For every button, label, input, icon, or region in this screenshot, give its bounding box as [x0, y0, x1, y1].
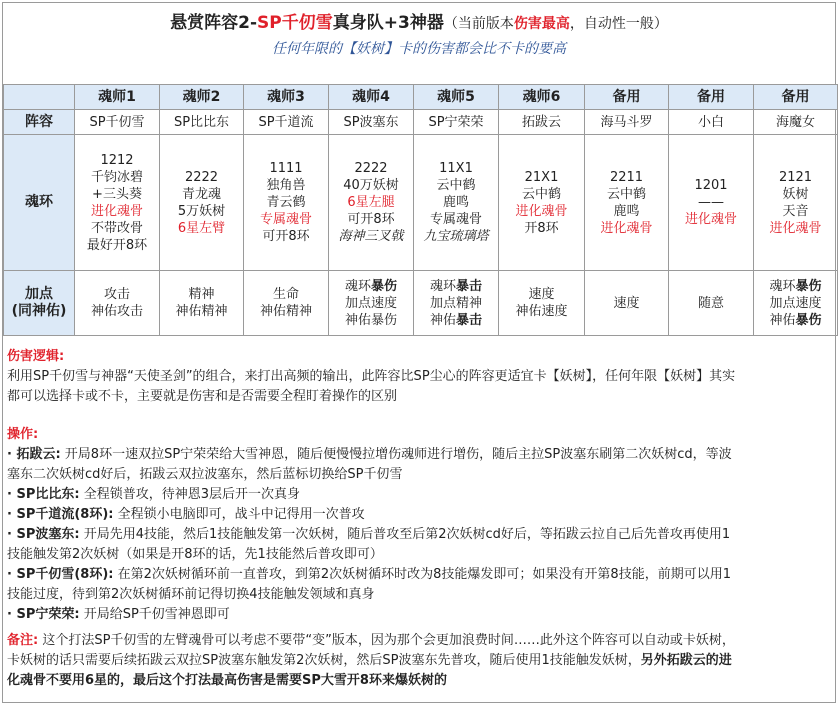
- lineup-cell: SP波塞东: [329, 110, 414, 135]
- column-header: 备用: [585, 85, 669, 110]
- remark-line: 备注: 这个打法SP千仞雪的左臂魂骨可以考虑不要带“变”版本，因为那个会更加浪费时间……此外这个阵容可以自动或卡妖树，: [7, 633, 735, 648]
- points-cell: 随意: [669, 271, 754, 336]
- lineup-cell: 海马斗罗: [585, 110, 669, 135]
- title-note: （当前版本伤害最高，自动性一般）: [443, 16, 668, 32]
- table-row-points: [4, 271, 838, 336]
- lineup-table: [3, 84, 838, 336]
- op-item-qianrenxue-cont: 技能过度，待到第2次妖树循环前记得切换4技能触发领域和真身: [7, 587, 375, 602]
- column-header: 魂师6: [499, 85, 585, 110]
- op-item-bibidong: · SP比比东: 全程锁普攻，待神恩3层后开一次真身: [7, 487, 300, 502]
- table-row-rings: [4, 135, 838, 271]
- rings-cell: 2222 40万妖树 6星左腿 可开8环 海神三叉戟: [329, 135, 414, 271]
- points-cell: 魂环暴伤 加点速度 神佑暴伤: [754, 271, 838, 336]
- corner-cell: [4, 85, 75, 110]
- lineup-cell: 拓跋云: [499, 110, 585, 135]
- rings-cell: 2121 妖树 天音 进化魂骨: [754, 135, 838, 271]
- damage-logic-line: 利用SP千仞雪与神器“天使圣剑”的组合，来打出高频的输出，此阵容比SP尘心的阵容更适宜卡【妖树】，任何年限【妖树】其实: [7, 369, 736, 384]
- operations-heading: 操作:: [7, 427, 39, 442]
- lineup-cell: 海魔女: [754, 110, 838, 135]
- points-cell: 精神 神佑精神: [160, 271, 244, 336]
- rings-cell: 1212 千钧冰碧 +三头葵 进化魂骨 不带改骨 最好开8环: [75, 135, 160, 271]
- rings-cell: 1201 —— 进化魂骨: [669, 135, 754, 271]
- rings-cell: 21X1 云中鹤 进化魂骨 开8环: [499, 135, 585, 271]
- points-cell: 速度: [585, 271, 669, 336]
- points-cell: 生命 神佑精神: [244, 271, 329, 336]
- column-header: 魂师2: [160, 85, 244, 110]
- table-row-lineup: [4, 110, 838, 135]
- subtitle: 任何年限的【妖树】卡的伤害都会比不卡的要高: [272, 41, 566, 57]
- column-header: 魂师3: [244, 85, 329, 110]
- op-item-qiandaoliu: · SP千道流(8环): 全程锁小电脑即可，战斗中记得用一次普攻: [7, 507, 365, 522]
- column-header: 魂师5: [414, 85, 499, 110]
- lineup-cell: SP千道流: [244, 110, 329, 135]
- row-header: 魂环: [4, 135, 75, 271]
- lineup-cell: SP宁荣荣: [414, 110, 499, 135]
- table-header-row: [4, 85, 838, 110]
- damage-logic-line: 都可以选择卡或不卡，主要就是伤害和是否需要全程盯着操作的区别: [7, 389, 398, 404]
- operations-section: [7, 425, 833, 625]
- points-cell: 魂环暴击 加点精神 神佑暴击: [414, 271, 499, 336]
- column-header: 备用: [754, 85, 838, 110]
- rings-cell: 2222 青龙魂 5万妖树 6星左臂: [160, 135, 244, 271]
- rings-cell: 2211 云中鹤 鹿鸣 进化魂骨: [585, 135, 669, 271]
- op-item-tuobayun-cont: 塞东二次妖树cd好后，拓跋云双拉波塞东，然后蓝标切换给SP千仞雪: [7, 467, 403, 482]
- lineup-cell: 小白: [669, 110, 754, 135]
- page-frame: [2, 2, 836, 703]
- row-header: 加点 (同神佑): [4, 271, 75, 336]
- damage-logic-section: [7, 347, 833, 407]
- points-cell: 速度 神佑速度: [499, 271, 585, 336]
- lineup-cell: SP比比东: [160, 110, 244, 135]
- op-item-bosaidong: · SP波塞东: 开局先用4技能，然后1技能触发第一次妖树，随后普攻至后第2次妖树cd好后，等拓跋云拉自己后先普攻再使用1: [7, 527, 731, 542]
- rings-cell: 11X1 云中鹤 鹿鸣 专属魂骨 九宝琉璃塔: [414, 135, 499, 271]
- lineup-cell: SP千仞雪: [75, 110, 160, 135]
- row-header: 阵容: [4, 110, 75, 135]
- damage-logic-heading: 伤害逻辑:: [7, 349, 65, 364]
- title-area: [3, 3, 835, 69]
- points-cell: 魂环暴伤 加点速度 神佑暴伤: [329, 271, 414, 336]
- remark-section: [7, 631, 833, 691]
- rings-cell: 1111 独角兽 青云鹤 专属魂骨 可开8环: [244, 135, 329, 271]
- points-cell: 攻击 神佑攻击: [75, 271, 160, 336]
- op-item-bosaidong-cont: 技能触发第2次妖树（如果是开8环的话，先1技能然后普攻即可）: [7, 547, 383, 562]
- column-header: 备用: [669, 85, 754, 110]
- page-title: 悬赏阵容2-SP千仞雪真身队+3神器（当前版本伤害最高，自动性一般）: [170, 13, 668, 33]
- op-item-qianrenxue: · SP千仞雪(8环): 在第2次妖树循环前一直普攻，到第2次妖树循环时改为8技能爆发即可；如果没有开第8技能，前期可以用1: [7, 567, 731, 582]
- column-header: 魂师1: [75, 85, 160, 110]
- remark-line: 卡妖树的话只需要后续拓跋云双拉SP波塞东触发第2次妖树，然后SP波塞东先普攻，随后使用1技能触发妖树，另外拓跋云的进: [7, 653, 732, 668]
- remark-line: 化魂骨不要用6星的，最后这个打法最高伤害是需要SP大雪开8环来爆妖树的: [7, 673, 447, 688]
- op-item-tuobayun: · 拓跋云: 开局8环一速双拉SP宁荣荣给大雪神恩，随后便慢慢拉增伤魂师进行增伤，随后主拉SP波塞东刷第二次妖树cd，等波: [7, 447, 732, 462]
- column-header: 魂师4: [329, 85, 414, 110]
- op-item-ningrongrong: · SP宁荣荣: 开局给SP千仞雪神恩即可: [7, 607, 230, 622]
